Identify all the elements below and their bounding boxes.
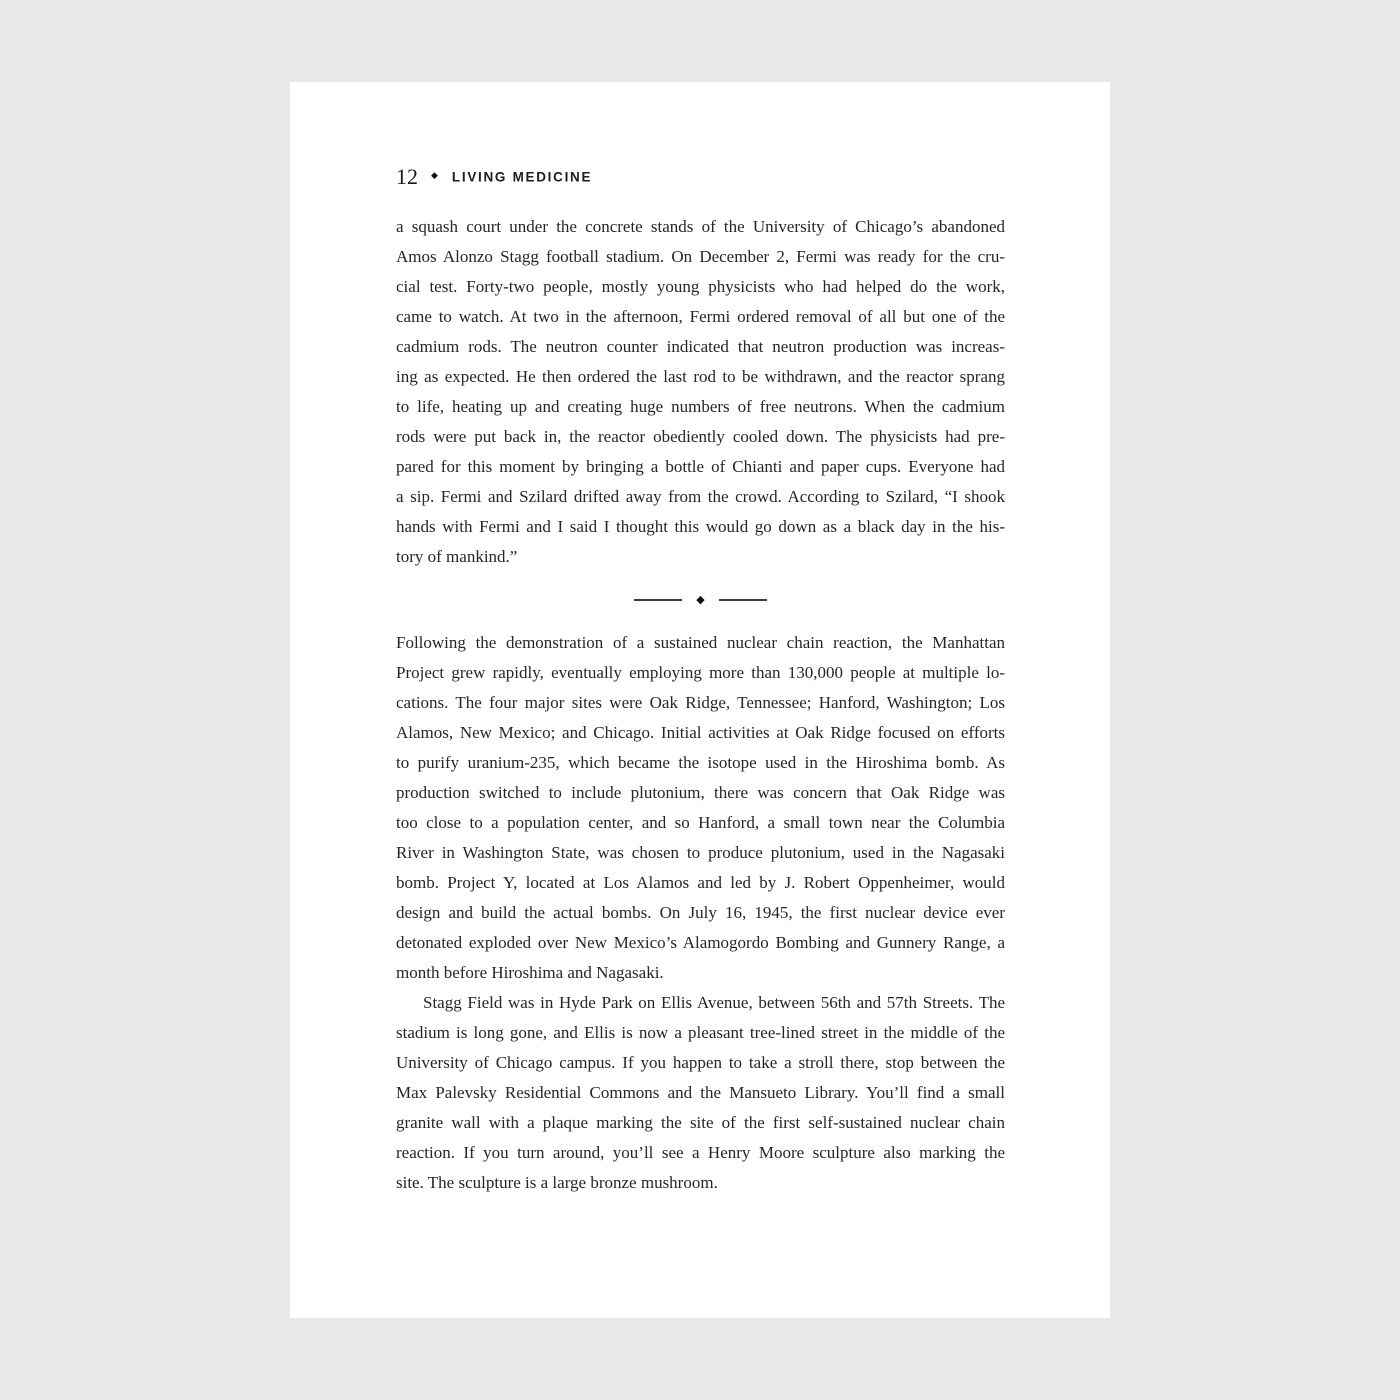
text-line (396, 1078, 1005, 1108)
text-line (396, 542, 1005, 572)
text-line (396, 482, 1005, 512)
text-line-content: rods were put back in, the reactor obediently cooled down. The physicists had pre- (396, 427, 1005, 446)
text-line (396, 838, 1005, 868)
text-line (396, 1048, 1005, 1078)
text-line-content: came to watch. At two in the afternoon, Fermi ordered removal of all but one of the (396, 307, 1005, 326)
divider-line-left (634, 599, 682, 601)
text-line (396, 1108, 1005, 1138)
text-line (396, 332, 1005, 362)
text-line-content: reaction. If you turn around, you’ll see a Henry Moore sculpture also marking the (396, 1143, 1005, 1162)
text-line (396, 422, 1005, 452)
text-line-content: bomb. Project Y, located at Los Alamos and led by J. Robert Oppenheimer, would (396, 873, 1005, 892)
text-line-content: Max Palevsky Residential Commons and the Mansueto Library. You’ll find a small (396, 1083, 1005, 1102)
text-line (396, 658, 1005, 688)
text-line-content: design and build the actual bombs. On July 16, 1945, the first nuclear device ever (396, 903, 1005, 922)
text-line-content: cadmium rods. The neutron counter indicated that neutron production was increas- (396, 337, 1005, 356)
text-line-content: too close to a population center, and so Hanford, a small town near the Columbia (396, 813, 1005, 832)
text-line (396, 748, 1005, 778)
text-line (396, 988, 1005, 1018)
text-line (396, 272, 1005, 302)
text-line (396, 302, 1005, 332)
text-line-content: Alamos, New Mexico; and Chicago. Initial activities at Oak Ridge focused on efforts (396, 723, 1005, 742)
header-diamond-icon: ◆ (431, 171, 438, 181)
text-line (396, 898, 1005, 928)
text-line (396, 392, 1005, 422)
text-line (396, 1168, 1005, 1198)
text-line (396, 868, 1005, 898)
text-line-content: granite wall with a plaque marking the site of the first self-sustained nuclear chain (396, 1113, 1005, 1132)
paragraph (396, 212, 1005, 572)
text-line (396, 778, 1005, 808)
running-header (396, 165, 1005, 189)
text-line (396, 688, 1005, 718)
page-content (396, 212, 1005, 1198)
text-line-content: to purify uranium-235, which became the isotope used in the Hiroshima bomb. As (396, 753, 1005, 772)
text-line-content: ing as expected. He then ordered the last rod to be withdrawn, and the reactor sprang (396, 367, 1005, 386)
text-line-content: Stagg Field was in Hyde Park on Ellis Avenue, between 56th and 57th Streets. The (423, 993, 1005, 1012)
text-line (396, 628, 1005, 658)
text-line-content: a sip. Fermi and Szilard drifted away from the crowd. According to Szilard, “I shook (396, 487, 1005, 506)
text-line-content: tory of mankind.” (396, 547, 518, 566)
text-line-content: to life, heating up and creating huge numbers of free neutrons. When the cadmium (396, 397, 1005, 416)
text-line (396, 958, 1005, 988)
text-line (396, 512, 1005, 542)
section-divider (396, 572, 1005, 628)
text-line-content: stadium is long gone, and Ellis is now a pleasant tree-lined street in the middle of the (396, 1023, 1005, 1042)
text-line-content: production switched to include plutonium, there was concern that Oak Ridge was (396, 783, 1005, 802)
text-line (396, 242, 1005, 272)
text-line-content: pared for this moment by bringing a bottle of Chianti and paper cups. Everyone had (396, 457, 1005, 476)
text-line-content: Project grew rapidly, eventually employing more than 130,000 people at multiple lo- (396, 663, 1005, 682)
book-title: LIVING MEDICINE (451, 169, 593, 184)
book-page (290, 82, 1110, 1318)
text-line (396, 1138, 1005, 1168)
text-line-content: River in Washington State, was chosen to produce plutonium, used in the Nagasaki (396, 843, 1005, 862)
text-line-content: site. The sculpture is a large bronze mushroom. (396, 1173, 718, 1192)
text-line (396, 718, 1005, 748)
text-line-content: month before Hiroshima and Nagasaki. (396, 963, 664, 982)
paragraph (396, 988, 1005, 1198)
text-line-content: detonated exploded over New Mexico’s Alamogordo Bombing and Gunnery Range, a (396, 933, 1005, 952)
text-line-content: Amos Alonzo Stagg football stadium. On December 2, Fermi was ready for the cru- (396, 247, 1005, 266)
text-line-content: cial test. Forty-two people, mostly young physicists who had helped do the work, (396, 277, 1005, 296)
text-line (396, 212, 1005, 242)
text-line (396, 1018, 1005, 1048)
text-line-content: cations. The four major sites were Oak Ridge, Tennessee; Hanford, Washington; Los (396, 693, 1005, 712)
text-line-content: Following the demonstration of a sustained nuclear chain reaction, the Manhattan (396, 633, 1005, 652)
text-line-content: a squash court under the concrete stands of the University of Chicago’s abandoned (396, 217, 1005, 236)
text-line (396, 452, 1005, 482)
divider-line-right (719, 599, 767, 601)
paragraph (396, 628, 1005, 988)
text-line (396, 362, 1005, 392)
text-line-content: University of Chicago campus. If you happen to take a stroll there, stop between the (396, 1053, 1005, 1072)
text-line (396, 808, 1005, 838)
text-line (396, 928, 1005, 958)
diamond-icon: ◆ (696, 592, 705, 606)
text-line-content: hands with Fermi and I said I thought this would go down as a black day in the his- (396, 517, 1005, 536)
page-number: 12 (396, 164, 418, 189)
